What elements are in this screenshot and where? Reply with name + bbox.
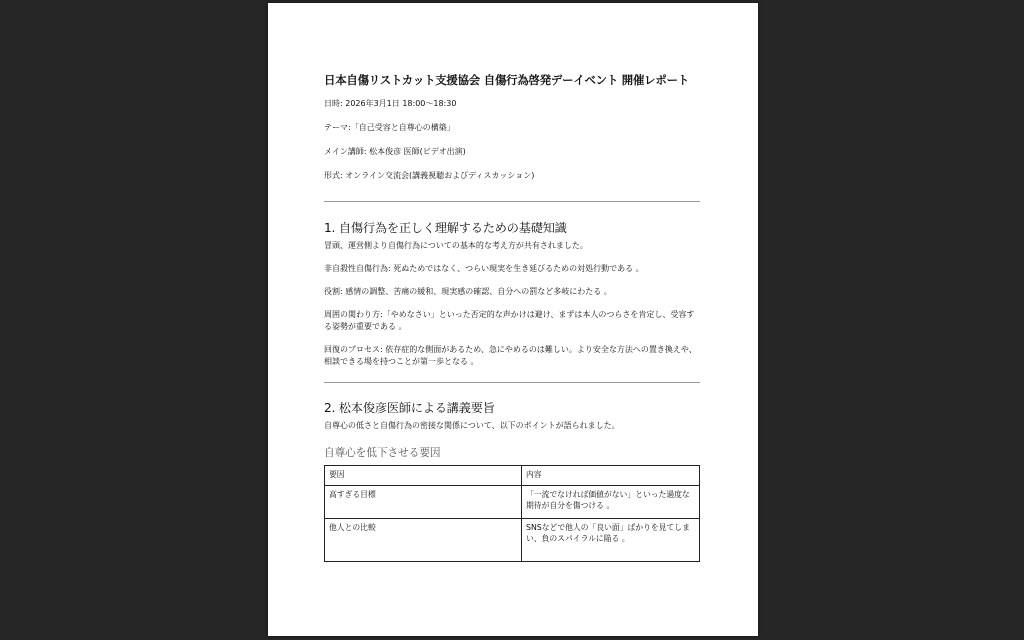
section2-intro: 自尊心の低さと自傷行為の密接な関係について、以下のポイントが語られました。 [324, 421, 620, 430]
event-speaker: メイン講師: 松本俊彦 医師(ビデオ出演) [324, 147, 466, 156]
document-title: 日本自傷リストカット支援協会 自傷行為啓発デーイベント 開催レポート [324, 73, 689, 87]
section1-paragraph-involvement: 周囲の関わり方:「やめなさい」といった否定的な声かけは避け、まずは本人のつらさを肯定し、受容する姿勢が重要である 。 [324, 310, 695, 331]
document-page [268, 3, 758, 636]
section1-intro: 冒頭、運営側より自傷行為についての基本的な考え方が共有されました。 [324, 241, 588, 250]
divider [324, 201, 700, 202]
table-cell-factor: 高すぎる目標 [325, 486, 522, 519]
event-date: 日時: 2026年3月1日 18:00〜18:30 [324, 99, 457, 108]
divider [324, 382, 700, 383]
page-content [324, 73, 700, 562]
section1-title: 1. 自傷行為を正しく理解するための基礎知識 [324, 221, 567, 235]
table-row [325, 519, 700, 562]
table-cell-content: SNSなどで他人の「良い面」ばかりを見てしまい、負のスパイラルに陥る 。 [522, 519, 700, 562]
table-cell-factor: 他人との比較 [325, 519, 522, 562]
factors-table [324, 465, 700, 562]
section1-paragraph-roles: 役割: 感情の調整、苦痛の緩和、現実感の確認、自分への罰など多岐にわたる 。 [324, 287, 612, 296]
table-row [325, 486, 700, 519]
table-header-row [325, 466, 700, 486]
section2-title: 2. 松本俊彦医師による講義要旨 [324, 401, 495, 415]
table-header-content: 内容 [522, 466, 700, 486]
table-cell-content: 「一流でなければ価値がない」といった過度な期待が自分を傷つける 。 [522, 486, 700, 519]
section1-paragraph-recovery: 回復のプロセス: 依存症的な側面があるため、急にやめるのは難しい。より安全な方法への置き換えや、相談できる場を持つことが第一歩となる 。 [324, 345, 697, 366]
event-theme: テーマ:「自己受容と自尊心の構築」 [324, 123, 455, 132]
event-format: 形式: オンライン交流会(講義視聴およびディスカッション) [324, 171, 535, 180]
table-header-factor: 要因 [325, 466, 522, 486]
section1-paragraph-nssi: 非自殺性自傷行為: 死ぬためではなく、つらい現実を生き延びるための対処行動である 。 [324, 264, 644, 273]
table-caption: 自尊心を低下させる要因 [324, 447, 441, 459]
